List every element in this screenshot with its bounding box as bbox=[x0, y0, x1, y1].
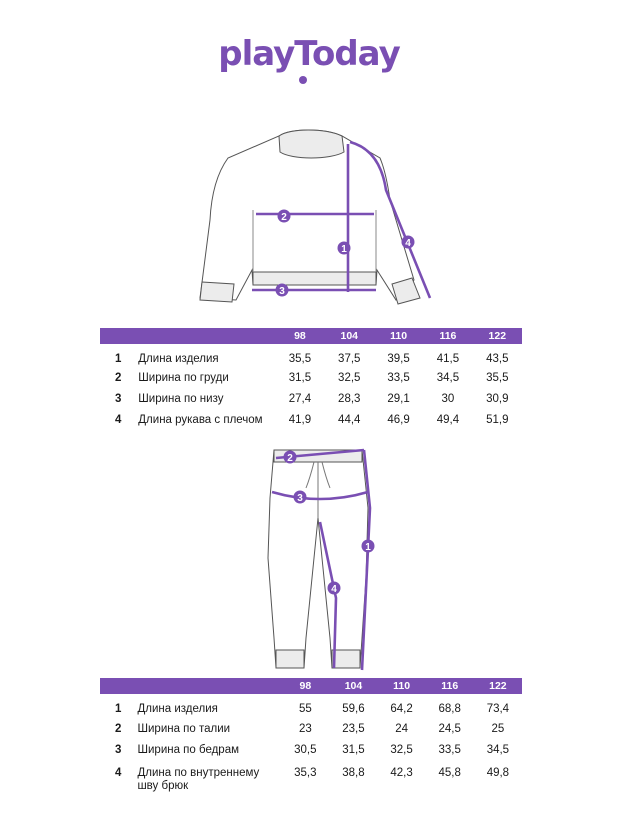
size-122: 122 bbox=[489, 680, 507, 692]
bottom-table-header bbox=[100, 678, 522, 694]
brand-logo bbox=[0, 34, 618, 74]
size-104: 104 bbox=[344, 680, 363, 692]
size-116: 116 bbox=[441, 680, 459, 692]
table-row: 3 Ширина по бедрам 30,5 31,5 32,5 33,5 34,5 bbox=[115, 744, 510, 756]
table-row: 2 Ширина по груди 31,5 32,5 33,5 34,5 35,5 bbox=[115, 372, 509, 384]
marker-4: 4 bbox=[331, 584, 337, 595]
sweatshirt-diagram bbox=[0, 120, 618, 320]
size-98: 98 bbox=[299, 680, 312, 692]
pants-measure-lines bbox=[272, 450, 370, 670]
bottom-size-table bbox=[100, 678, 522, 793]
sweatshirt-left-cuff bbox=[200, 282, 234, 302]
marker-3: 3 bbox=[279, 286, 285, 297]
table-row: 1 Длина изделия 55 59,6 64,2 68,8 73,4 bbox=[115, 703, 510, 715]
table-row: 1 Длина изделия 35,5 37,5 39,5 41,5 43,5 bbox=[115, 353, 509, 365]
sweatshirt-hem-rib bbox=[253, 272, 376, 285]
size-116: 116 bbox=[439, 330, 457, 342]
table-row: 4 Длина по внутреннему шву брюк 35,3 38,8 42,3 45,8 49,8 bbox=[115, 767, 510, 792]
table-row: 3 Ширина по низу 27,4 28,3 29,1 30 30,9 bbox=[115, 393, 509, 405]
size-110: 110 bbox=[393, 680, 411, 692]
brand-logo-text: playToday bbox=[218, 34, 400, 74]
size-98: 98 bbox=[294, 330, 306, 342]
pants-left-cuff bbox=[276, 650, 304, 668]
sweatshirt-collar bbox=[279, 130, 344, 158]
pants-right-cuff bbox=[332, 650, 360, 668]
marker-1: 1 bbox=[341, 244, 347, 255]
brand-logo-dot bbox=[299, 76, 307, 84]
table-row: 4 Длина рукава с плечом 41,9 44,4 46,9 49,4 51,9 bbox=[115, 414, 509, 426]
marker-2: 2 bbox=[281, 212, 287, 223]
size-110: 110 bbox=[390, 330, 408, 342]
size-104: 104 bbox=[340, 330, 359, 342]
top-size-table bbox=[100, 328, 522, 429]
table-row: 2 Ширина по талии 23 23,5 24 24,5 25 bbox=[115, 723, 505, 735]
top-table-header bbox=[100, 328, 522, 344]
marker-4: 4 bbox=[405, 238, 411, 249]
marker-3: 3 bbox=[297, 493, 303, 504]
pants-markers bbox=[284, 451, 375, 596]
size-122: 122 bbox=[488, 330, 507, 342]
marker-2: 2 bbox=[287, 453, 293, 464]
pants-diagram bbox=[0, 438, 618, 678]
marker-1: 1 bbox=[365, 542, 371, 553]
